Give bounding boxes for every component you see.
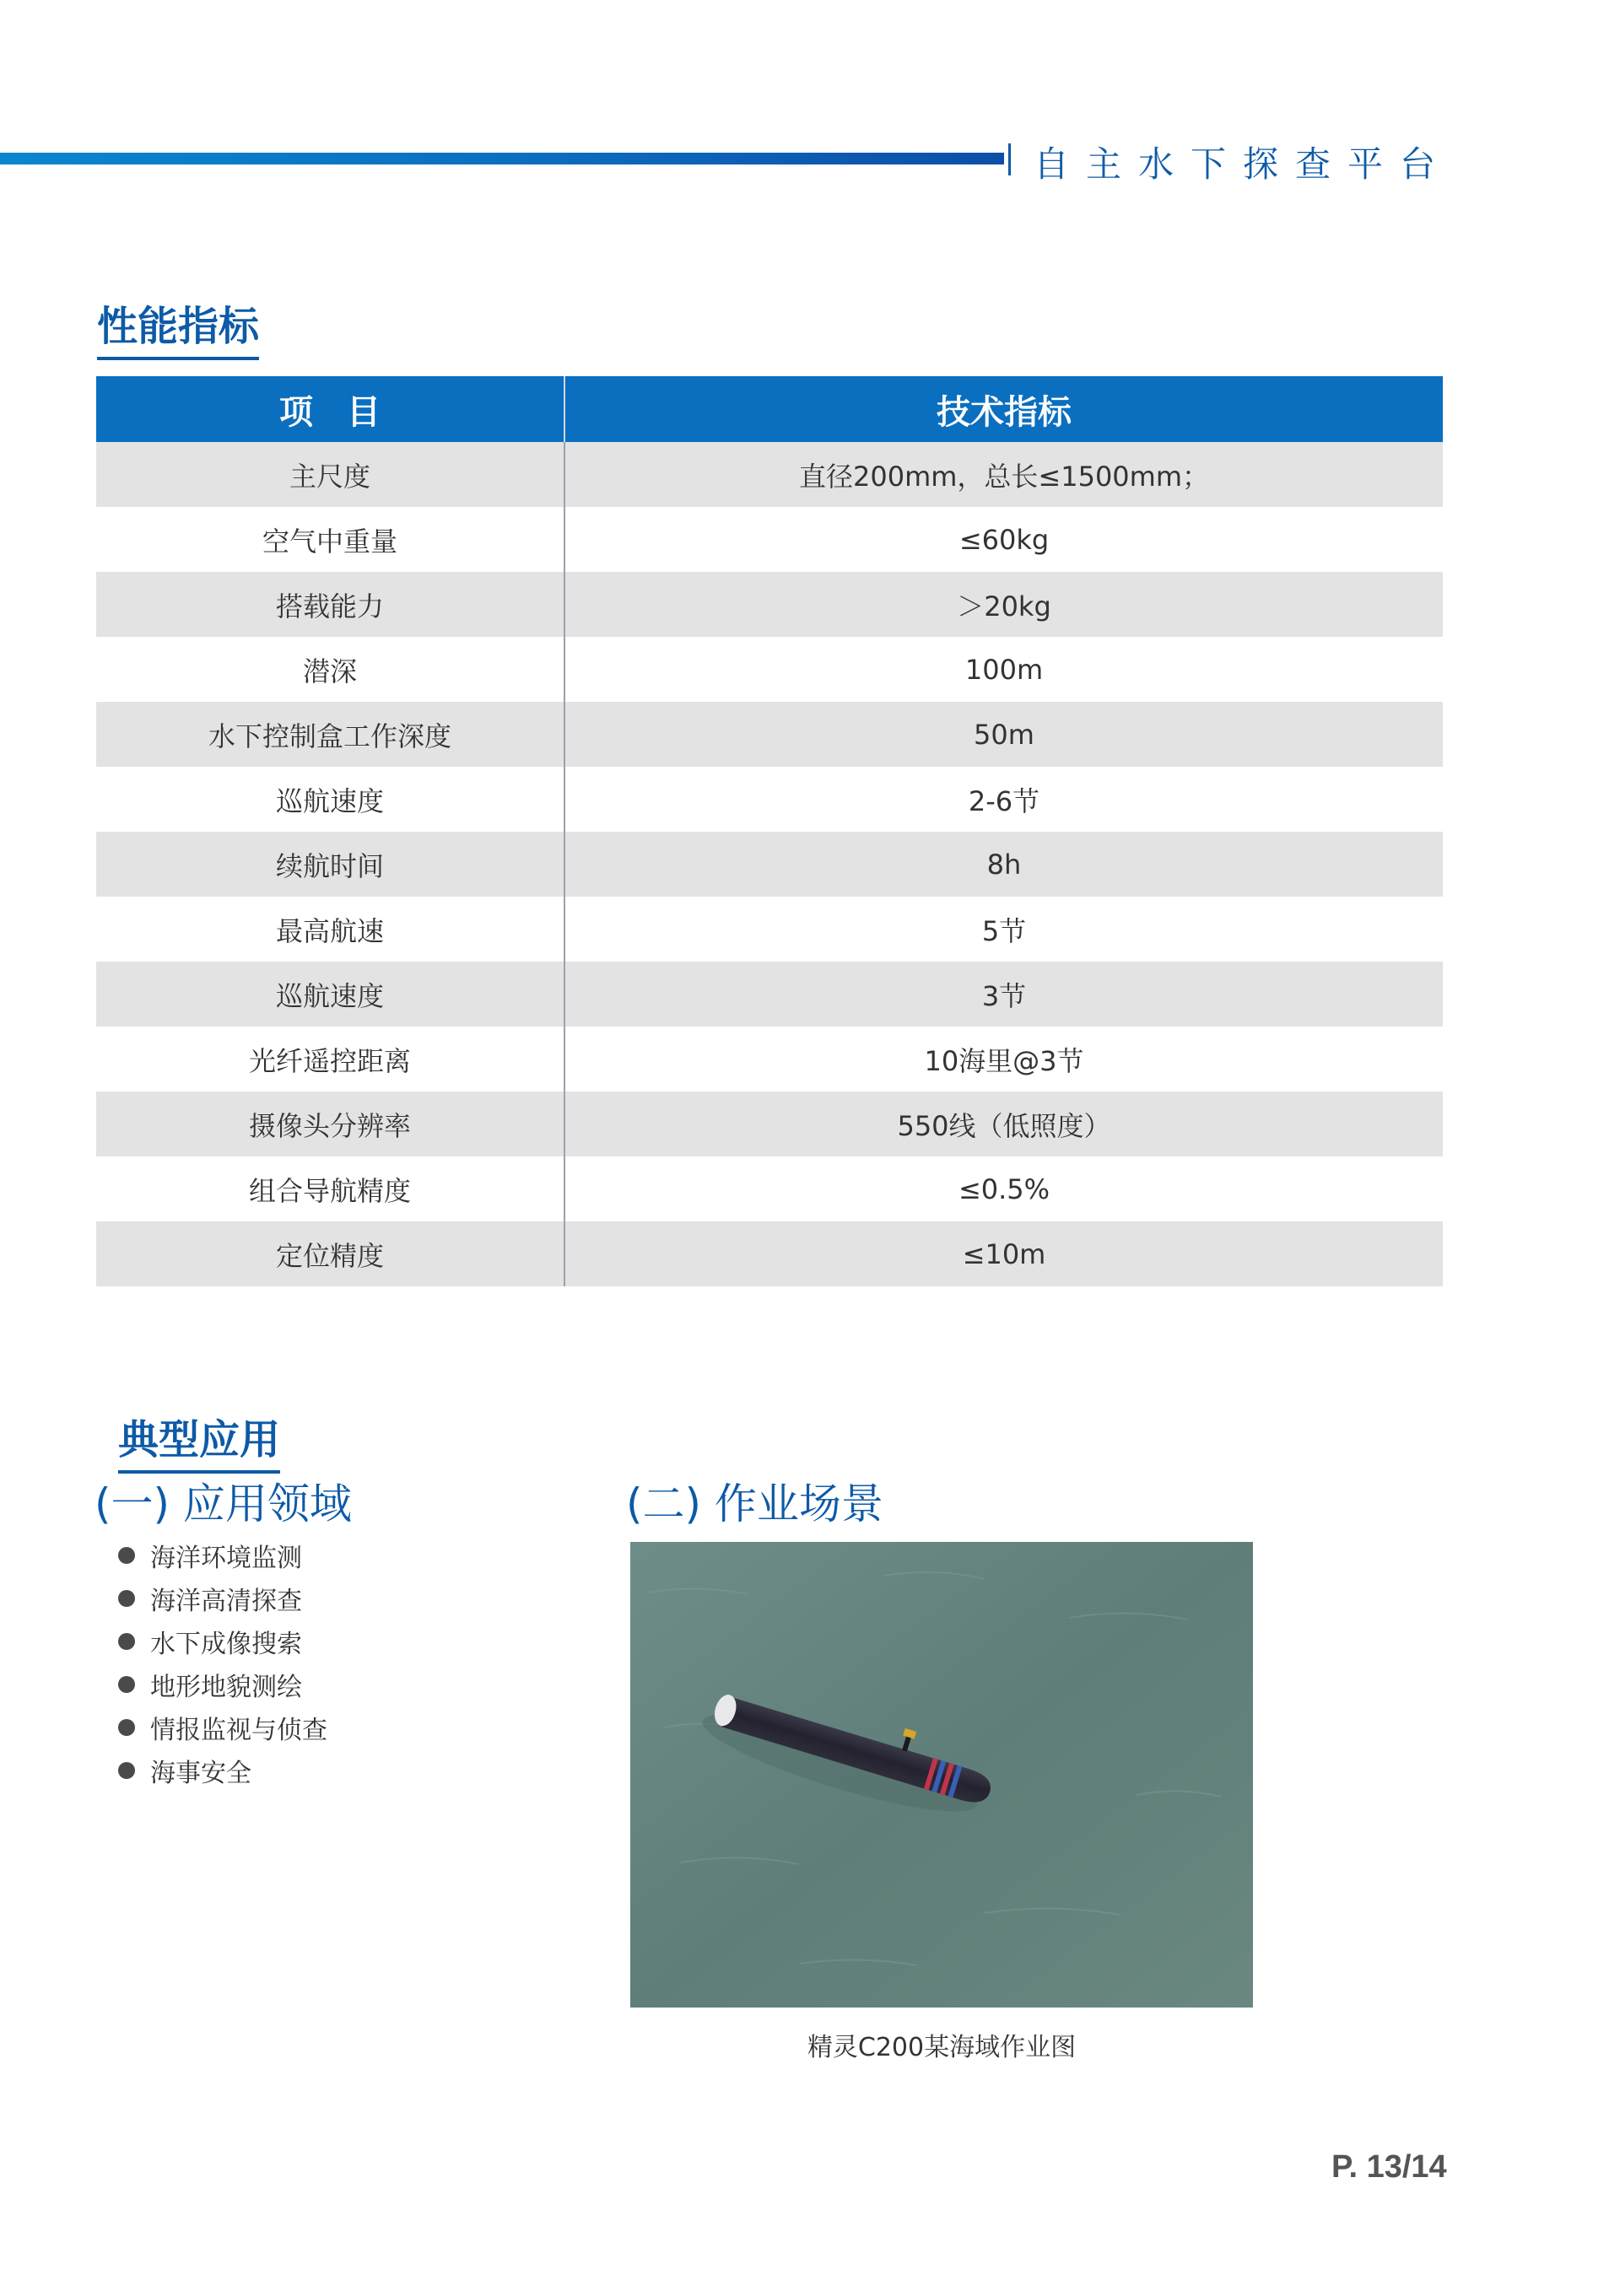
table-row (96, 442, 1443, 507)
spec-table-header-row (96, 376, 1443, 442)
spec-header-value: 技术指标 (564, 376, 1443, 442)
list-item-label: 水下成像搜索 (150, 1629, 302, 1659)
list-item-label: 海洋环境监测 (150, 1543, 302, 1573)
spec-item-cell: 组合导航精度 (96, 1156, 564, 1221)
spec-value-cell: 2-6节 (564, 767, 1443, 832)
page-number: P. 13/14 (1331, 2149, 1447, 2185)
list-item (118, 1576, 327, 1620)
table-row (96, 507, 1443, 572)
performance-heading: 性能指标 (97, 294, 259, 360)
table-row (96, 1156, 1443, 1221)
spec-item-cell: 主尺度 (96, 442, 564, 507)
bullet-icon (118, 1676, 135, 1693)
bullet-icon (118, 1547, 135, 1564)
photo-caption: 精灵C200某海域作业图 (807, 2033, 1077, 2062)
spec-item-cell: 续航时间 (96, 832, 564, 897)
spec-item-cell: 潜深 (96, 637, 564, 702)
spec-item-cell: 水下控制盒工作深度 (96, 702, 564, 767)
bullet-icon (118, 1633, 135, 1650)
spec-value-cell: ≤10m (564, 1221, 1443, 1286)
application-domains-list (118, 1533, 327, 1792)
list-item (118, 1663, 327, 1706)
list-item-label: 情报监视与侦查 (150, 1715, 327, 1745)
spec-item-cell: 搭载能力 (96, 572, 564, 637)
table-row (96, 1221, 1443, 1286)
bullet-icon (118, 1719, 135, 1736)
spec-value-cell: 3节 (564, 962, 1443, 1027)
spec-value-cell: 100m (564, 637, 1443, 702)
list-item (118, 1620, 327, 1663)
list-item (118, 1749, 327, 1792)
spec-value-cell: 10海里@3节 (564, 1027, 1443, 1091)
spec-header-item: 项 目 (96, 376, 564, 442)
header-accent-bar (0, 153, 1004, 164)
auv-sea-photo (630, 1542, 1253, 2008)
spec-value-cell: ＞20kg (564, 572, 1443, 637)
applications-heading: 典型应用 (118, 1407, 280, 1474)
list-item-label: 海事安全 (150, 1758, 251, 1788)
spec-item-cell: 巡航速度 (96, 962, 564, 1027)
table-row (96, 1027, 1443, 1091)
table-row (96, 572, 1443, 637)
table-row (96, 897, 1443, 962)
list-item (118, 1533, 327, 1576)
spec-value-cell: 550线（低照度） (564, 1091, 1443, 1156)
spec-value-cell: 8h (564, 832, 1443, 897)
spec-item-cell: 光纤遥控距离 (96, 1027, 564, 1091)
bullet-icon (118, 1590, 135, 1607)
spec-value-cell: 50m (564, 702, 1443, 767)
list-item-label: 地形地貌测绘 (150, 1672, 302, 1702)
spec-item-cell: 摄像头分辨率 (96, 1091, 564, 1156)
spec-item-cell: 空气中重量 (96, 507, 564, 572)
spec-item-cell: 定位精度 (96, 1221, 564, 1286)
spec-value-cell: ≤60kg (564, 507, 1443, 572)
table-row (96, 702, 1443, 767)
work-scenes-heading: (二) 作业场景 (626, 1479, 883, 1528)
spec-item-cell: 巡航速度 (96, 767, 564, 832)
spec-value-cell: 5节 (564, 897, 1443, 962)
application-domains-heading: (一) 应用领域 (94, 1479, 352, 1528)
table-row (96, 767, 1443, 832)
header-divider (1008, 143, 1011, 175)
list-item-label: 海洋高清探查 (150, 1586, 302, 1616)
list-item (118, 1706, 327, 1749)
table-row (96, 637, 1443, 702)
bullet-icon (118, 1762, 135, 1779)
spec-item-cell: 最高航速 (96, 897, 564, 962)
spec-table (96, 376, 1443, 1286)
header-title: 自主水下探查平台 (1034, 143, 1453, 185)
spec-value-cell: 直径200mm，总长≤1500mm； (564, 442, 1443, 507)
table-row (96, 1091, 1443, 1156)
table-row (96, 962, 1443, 1027)
spec-value-cell: ≤0.5% (564, 1156, 1443, 1221)
table-row (96, 832, 1443, 897)
